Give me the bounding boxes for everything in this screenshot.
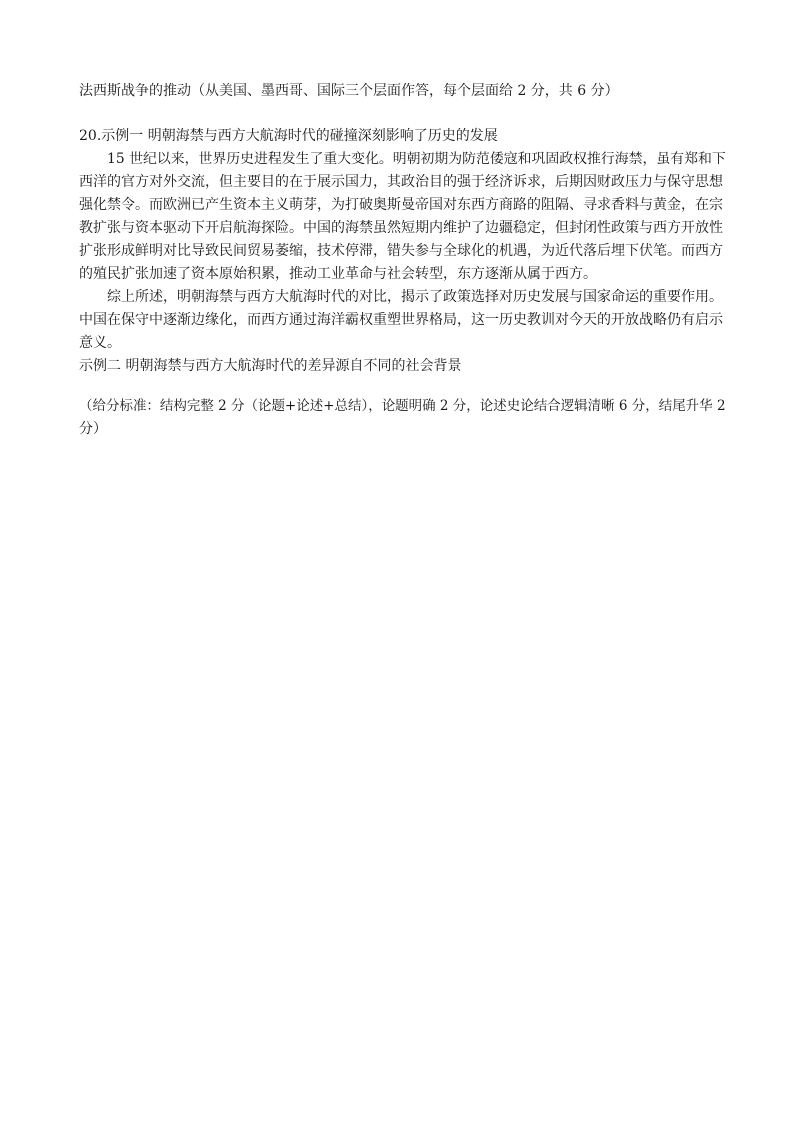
example1-heading: [79, 125, 729, 148]
question-number: 20.: [79, 128, 102, 144]
paragraph-1-line: 教扩张与资本驱动下开启航海探险。中国的海禁虽然短期内维护了边疆稳定，但封闭性政策与西方开放性: [79, 220, 723, 236]
spacer: [79, 103, 729, 125]
paragraph-1-line: 西洋的官方对外交流，但主要目的在于展示国力，其政治目的强于经济诉求，后期因财政压力与保守思想: [79, 174, 723, 190]
intro-line: 法西斯战争的推动（从美国、墨西哥、国际三个层面作答，每个层面给 2 分，共 6 分）: [79, 83, 619, 99]
example1-heading-text: 示例一 明朝海禁与西方大航海时代的碰撞深刻影响了历史的发展: [101, 128, 498, 144]
paragraph-1-line: 扩张形成鲜明对比导致民间贸易萎缩，技术停滞，错失参与全球化的机遇，为近代落后埋下伏笔。而西方: [79, 243, 723, 259]
paragraph-1-line: 的殖民扩张加速了资本原始积累，推动工业革命与社会转型，东方逐渐从属于西方。: [79, 266, 597, 282]
paragraph-1-line: 15 世纪以来，世界历史进程发生了重大变化。明朝初期为防范倭寇和巩固政权推行海禁，虽有郑和下: [107, 151, 726, 167]
scoring-line: （给分标准：结构完整 2 分（论题+论述+总结），论题明确 2 分，论述史论结合逻辑清晰 6 分，结尾升华 2: [79, 398, 726, 414]
paragraph-2-line: 意义。: [79, 335, 121, 351]
paragraph-2-line: 中国在保守中逐渐边缘化，而西方通过海洋霸权重塑世界格局，这一历史教训对今天的开放战略仍有启示: [79, 312, 723, 328]
paragraph-1: [79, 148, 729, 286]
paragraph-2: [79, 286, 729, 355]
paragraph-1-line: 强化禁令。而欧洲已产生资本主义萌芽，为打破奥斯曼帝国对东西方商路的阻隔、寻求香料与黄金，在宗: [79, 197, 723, 213]
paragraph-2-line: 综上所述，明朝海禁与西方大航海时代的对比，揭示了政策选择对历史发展与国家命运的重要作用。: [107, 289, 723, 305]
scoring-criteria: [79, 395, 729, 441]
example2-heading: 示例二 明朝海禁与西方大航海时代的差异源自不同的社会背景: [79, 358, 462, 374]
scoring-line: 分）: [79, 421, 107, 437]
answer-page: [79, 80, 729, 441]
spacer: [79, 378, 729, 395]
